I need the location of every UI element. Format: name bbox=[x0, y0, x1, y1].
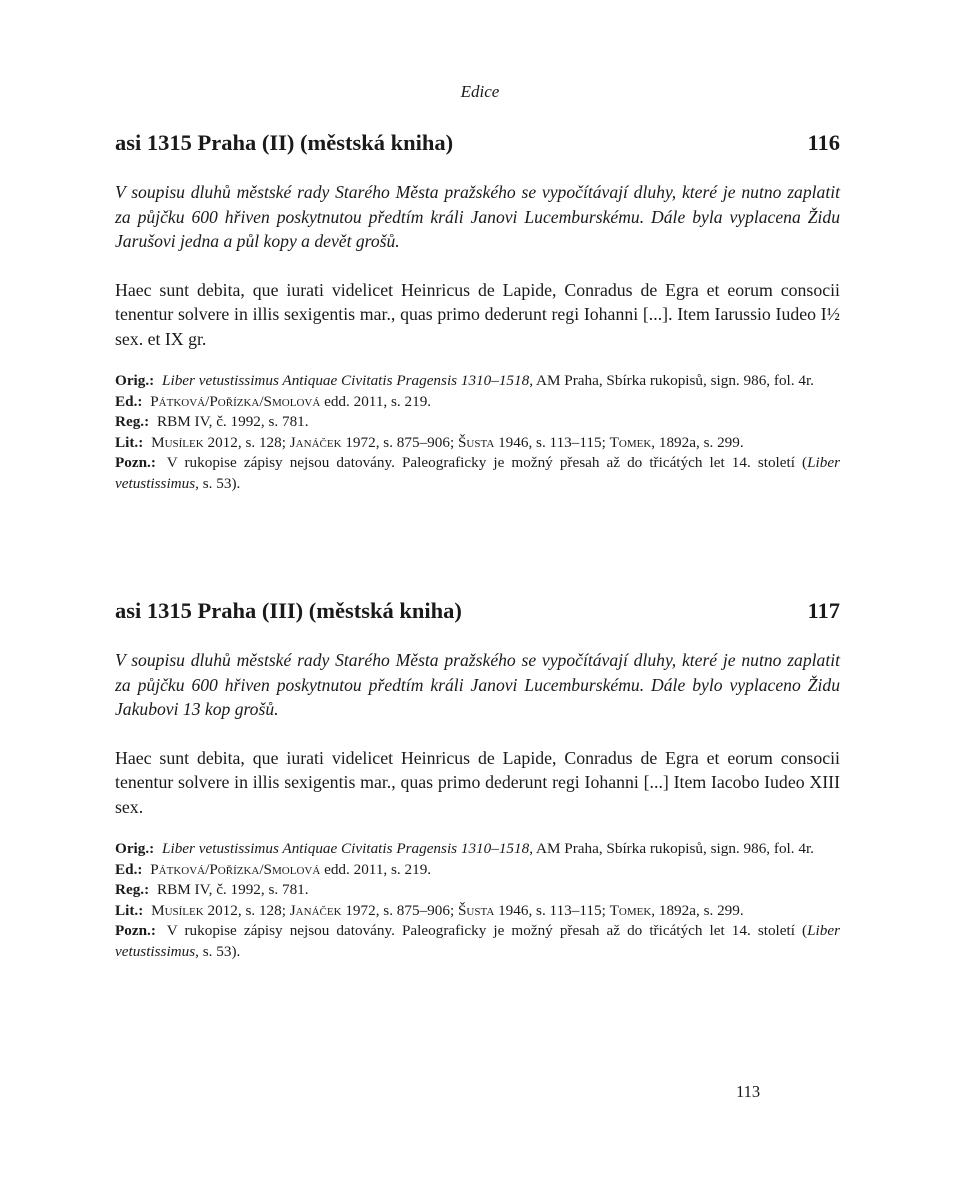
orig-rest: , AM Praha, Sbírka rukopisů, sign. 986, fol. 4r. bbox=[529, 372, 814, 389]
latin-text: Haec sunt debita, que iurati videlicet Heinricus de Lapide, Conradus de Egra et eorum consocii tenentur solvere in illis sexigentis mar., quas primo dederunt regi Iohanni [...]. Item Iarussio Iudeo I½ sex. et IX gr. bbox=[115, 279, 840, 349]
reg-label: Reg.: bbox=[115, 413, 150, 430]
orig-label: Orig.: bbox=[115, 840, 155, 857]
entry-heading: asi 1315 Praha (II) (městská kniha) bbox=[115, 130, 454, 155]
pozn-end: , s. 53). bbox=[195, 474, 241, 492]
lit-text: , 1892a, s. 299. bbox=[651, 433, 744, 451]
lit-author: Janáček bbox=[289, 901, 342, 919]
lit-text: 1972, s. 875–906; bbox=[341, 433, 458, 451]
pozn-line bbox=[115, 921, 840, 962]
orig-line bbox=[115, 371, 840, 392]
lit-author: Šusta bbox=[457, 901, 495, 919]
lit-text: 1946, s. 113–115; bbox=[494, 433, 610, 451]
ed-authors: Pátková/Pořízka/Smolová bbox=[150, 860, 321, 878]
pozn-text: V rukopise zápisy nejsou datovány. Paleograficky je možný přesah až do třicátých let 14. století ( bbox=[166, 922, 808, 939]
lit-text: 1946, s. 113–115; bbox=[494, 901, 610, 919]
apparatus bbox=[115, 371, 840, 494]
lit-author: Tomek bbox=[609, 901, 652, 919]
pozn-label: Pozn.: bbox=[115, 454, 156, 471]
pozn-end: , s. 53). bbox=[195, 942, 241, 960]
lit-label: Lit.: bbox=[115, 433, 144, 451]
pozn-label: Pozn.: bbox=[115, 922, 156, 939]
lit-text: 1972, s. 875–906; bbox=[341, 901, 458, 919]
lit-author: Janáček bbox=[289, 433, 342, 451]
lit-label: Lit.: bbox=[115, 901, 144, 919]
running-head: Edice bbox=[460, 82, 500, 101]
entry-heading: asi 1315 Praha (III) (městská kniha) bbox=[115, 598, 462, 623]
lit-author: Musílek bbox=[151, 901, 204, 919]
orig-line bbox=[115, 839, 840, 860]
apparatus bbox=[115, 839, 840, 962]
reg-line bbox=[115, 880, 840, 901]
ed-line bbox=[115, 860, 840, 881]
lit-line bbox=[115, 433, 840, 454]
ed-line bbox=[115, 392, 840, 413]
reg-text: RBM IV, č. 1992, s. 781. bbox=[156, 881, 309, 898]
lit-text: 2012, s. 128; bbox=[203, 433, 290, 451]
latin-text: Haec sunt debita, que iurati videlicet Heinricus de Lapide, Conradus de Egra et eorum consocii tenentur solvere in illis sexigentis mar., quas primo dederunt regi Iohanni [...] Item Iacobo Iudeo XIII sex. bbox=[115, 747, 840, 817]
orig-title: Liber vetustissimus Antiquae Civitatis Pragensis 1310–1518 bbox=[162, 840, 530, 857]
ed-rest: edd. 2011, s. 219. bbox=[320, 860, 432, 878]
lit-author: Musílek bbox=[151, 433, 204, 451]
regest: V soupisu dluhů městské rady Starého Města pražského se vypočítávají dluhy, které je nutno zaplatit za půjčku 600 hřiven poskytnutou předtím králi Janovi Lucemburskému. Dále bylo vyplaceno Židu Jakubovi 13 kop grošů. bbox=[115, 650, 840, 719]
entry-number: 117 bbox=[807, 598, 840, 623]
entry-number: 116 bbox=[807, 130, 840, 155]
orig-title: Liber vetustissimus Antiquae Civitatis Pragensis 1310–1518 bbox=[162, 372, 530, 389]
edition-entry bbox=[115, 598, 840, 962]
page-number: 113 bbox=[736, 1082, 761, 1101]
lit-text: 2012, s. 128; bbox=[203, 901, 290, 919]
reg-line bbox=[115, 412, 840, 433]
orig-rest: , AM Praha, Sbírka rukopisů, sign. 986, fol. 4r. bbox=[529, 840, 814, 857]
ed-label: Ed.: bbox=[115, 860, 143, 878]
reg-label: Reg.: bbox=[115, 881, 150, 898]
ed-rest: edd. 2011, s. 219. bbox=[320, 392, 432, 410]
ed-authors: Pátková/Pořízka/Smolová bbox=[150, 392, 321, 410]
reg-text: RBM IV, č. 1992, s. 781. bbox=[156, 413, 309, 430]
pozn-line bbox=[115, 453, 840, 494]
entry-heading-row bbox=[115, 130, 840, 162]
edition-entry bbox=[115, 130, 840, 494]
lit-author: Tomek bbox=[609, 433, 652, 451]
pozn-text: V rukopise zápisy nejsou datovány. Paleograficky je možný přesah až do třicátých let 14. století ( bbox=[166, 454, 808, 471]
ed-label: Ed.: bbox=[115, 392, 143, 410]
orig-label: Orig.: bbox=[115, 372, 155, 389]
regest: V soupisu dluhů městské rady Starého Města pražského se vypočítávají dluhy, které je nutno zaplatit za půjčku 600 hřiven poskytnutou předtím králi Janovi Lucemburskému. Dále byla vyplacena Židu Jarušovi jedna a půl kopy a devět grošů. bbox=[115, 182, 840, 251]
pozn-italic: Liber vetustissimus bbox=[115, 922, 840, 960]
lit-author: Šusta bbox=[457, 433, 495, 451]
lit-text: , 1892a, s. 299. bbox=[651, 901, 744, 919]
entry-heading-row bbox=[115, 598, 840, 630]
pozn-italic: Liber vetustissimus bbox=[115, 454, 840, 492]
lit-line bbox=[115, 901, 840, 922]
